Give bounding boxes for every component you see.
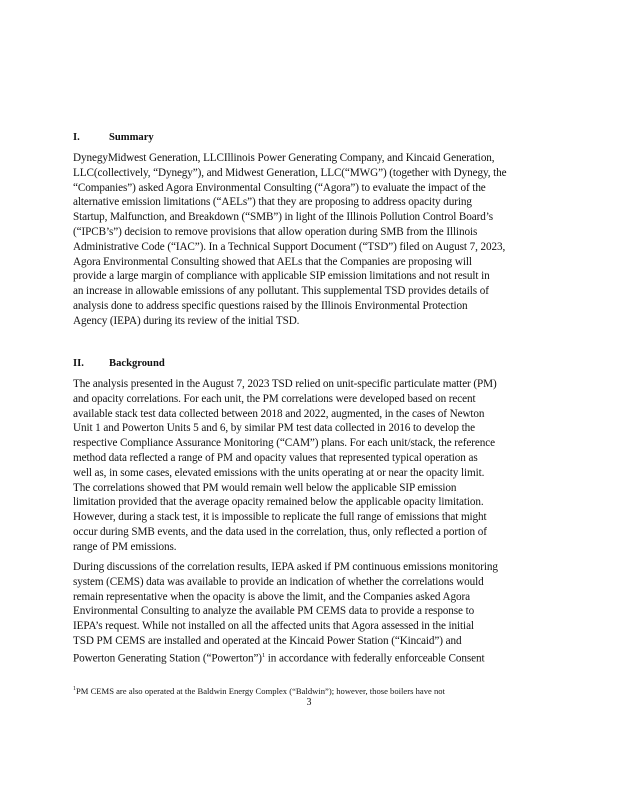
text-line: respective Compliance Assurance Monitoring (“CAM”) plans. For each unit/stack, the reference: [73, 437, 495, 450]
text-line: occur during SMB events, and the data used in the correlation, thus, only reflected a portion of: [73, 525, 487, 538]
section-title: Background: [109, 358, 165, 369]
text-line: available stack test data collected between 2018 and 2022, augmented, in the cases of Newton: [73, 407, 485, 420]
text-line: During discussions of the correlation results, IEPA asked if PM continuous emissions monitoring: [73, 561, 498, 573]
background-paragraph-2: [73, 560, 546, 664]
page-number: 3: [306, 697, 312, 708]
text-line: However, during a stack test, it is impossible to replicate the full range of emissions that might: [73, 511, 487, 524]
text-line: [73, 649, 546, 664]
text-line: analysis done to address specific questions raised by the Illinois Environmental Protection: [73, 299, 468, 312]
text-line: TSD PM CEMS are installed and operated at the Kincaid Power Station (“Kincaid”) and: [73, 634, 462, 647]
text-line-part: Powerton Generating Station (“Powerton”): [73, 652, 262, 665]
text-line: range of PM emissions.: [73, 540, 177, 553]
text-line: well as, in some cases, elevated emissions with the units operating at or near the opacity limit.: [73, 466, 485, 479]
text-line: (“IPCB’s”) decision to remove provisions that allow operation during SMB from the Illinois: [73, 225, 478, 238]
text-line: and opacity correlations. For each unit, the PM correlations were developed based on recent: [73, 392, 476, 405]
text-line: alternative emission limitations (“AELs”) that they are proposing to address opacity during: [73, 196, 472, 209]
text-line: Startup, Malfunction, and Breakdown (“SMB”) in light of the Illinois Pollution Control Board’s: [73, 211, 494, 224]
footnote-marker: 1: [73, 686, 76, 693]
section-number: I.: [73, 132, 80, 143]
text-line: “Companies”) asked Agora Environmental Consulting (“Agora”) to evaluate the impact of the: [73, 181, 486, 194]
section-number: II.: [73, 358, 84, 369]
text-line: DynegyMidwest Generation, LLCIllinois Power Generating Company, and Kincaid Generation,: [73, 152, 495, 164]
section-heading-summary: [73, 132, 154, 143]
background-paragraph-1: [73, 377, 546, 555]
text-line: an increase in allowable emissions of any pollutant. This supplemental TSD provides details of: [73, 285, 489, 298]
text-line: remain representative when the opacity is above the limit, and the Companies asked Agora: [73, 590, 470, 603]
footnote-text: PM CEMS are also operated at the Baldwin Energy Complex (“Baldwin”); however, those boilers have not: [76, 686, 445, 696]
text-line: limitation provided that the average opacity remained below the applicable opacity limitation.: [73, 496, 484, 509]
text-line: system (CEMS) data was available to provide an indication of whether the correlations would: [73, 575, 484, 588]
footnote: [73, 686, 445, 696]
text-line-part: in accordance with federally enforceable Consent: [267, 652, 485, 665]
text-line: Agora Environmental Consulting showed that AELs that the Companies are proposing will: [73, 255, 472, 268]
text-line: IEPA’s request. While not installed on all the affected units that Agora assessed in the initial: [73, 620, 474, 633]
text-line: The correlations showed that PM would remain well below the applicable SIP emission: [73, 481, 457, 494]
section-title: Summary: [109, 132, 154, 143]
text-line: Unit 1 and Powerton Units 5 and 6, by similar PM test data collected in 2016 to develop the: [73, 422, 475, 435]
text-line: LLC(collectively, “Dynegy”), and Midwest Generation, LLC(“MWG”) (together with Dynegy, the: [73, 166, 507, 179]
text-line: Environmental Consulting to analyze the available PM CEMS data to provide a response to: [73, 605, 475, 618]
text-line: provide a large margin of compliance with applicable SIP emission limitations and not result in: [73, 270, 490, 283]
summary-paragraph: [73, 151, 546, 329]
footnote-reference[interactable]: 1: [261, 651, 266, 659]
section-heading-background: [73, 358, 165, 369]
text-line: The analysis presented in the August 7, 2023 TSD relied on unit-specific particulate matter (PM): [73, 378, 497, 390]
text-line: method data reflected a range of PM and opacity values that represented typical operation as: [73, 451, 478, 464]
text-line: Administrative Code (“IAC”). In a Technical Support Document (“TSD”) filed on August 7, 2023,: [73, 240, 506, 253]
text-line: Agency (IEPA) during its review of the initial TSD.: [73, 314, 300, 327]
